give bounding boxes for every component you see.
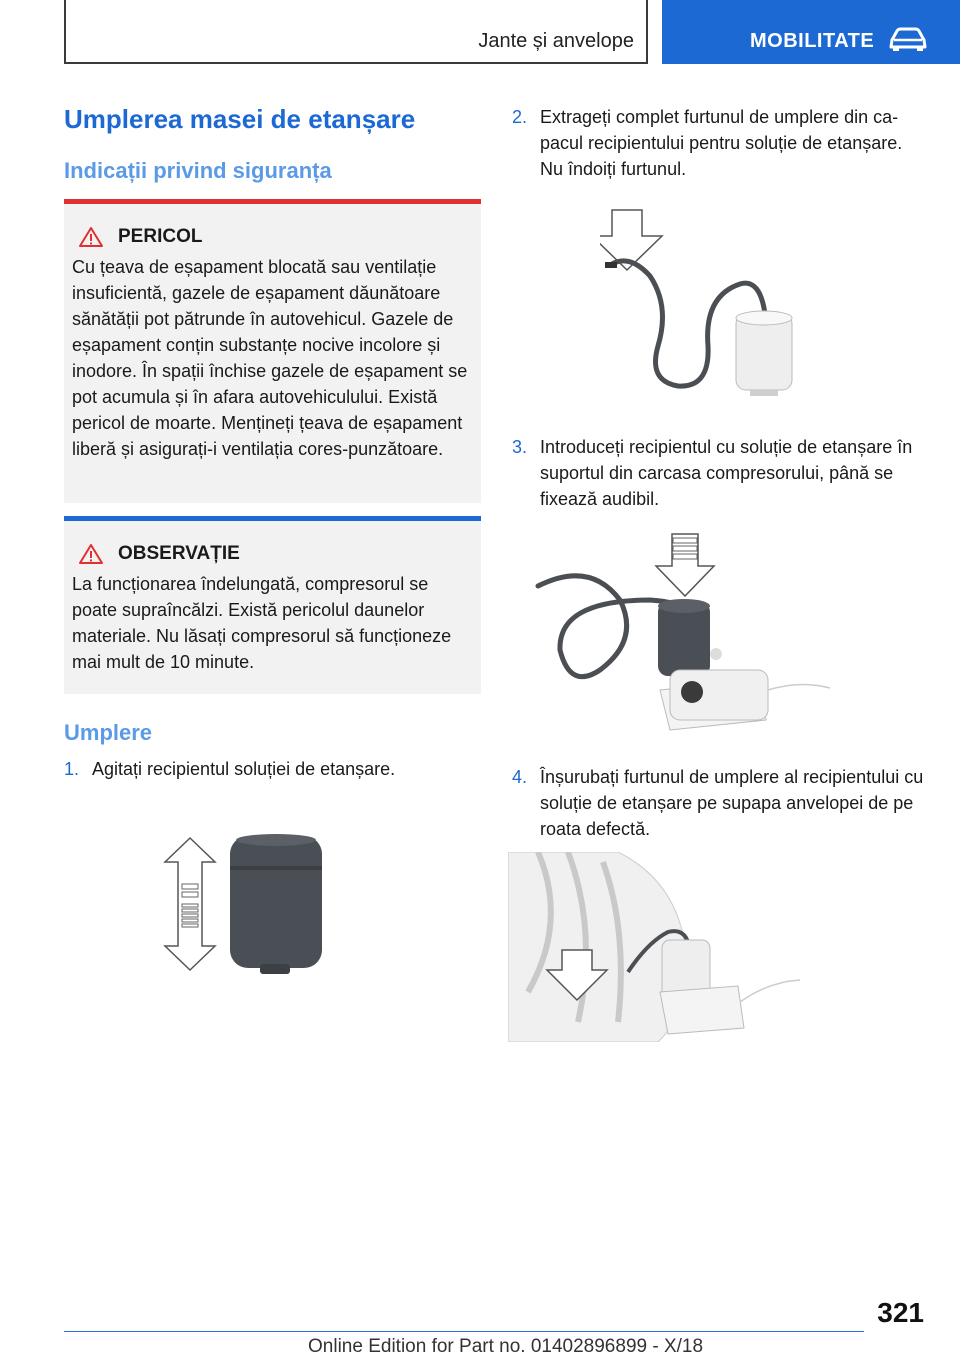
chapter-title: Jante și anvelope xyxy=(478,30,634,52)
danger-text: Cu țeava de eșapament blocată sau ventilație insuficientă, gazele de eșapament dăunătoare sănătății pot pătrunde în autovehicul. Gazele de eșapament conțin substanțe nocive incolore și inodore. În spații închise gazele de eșapament se pot acumula și în afara autovehiculului. Există pericol de moarte. Mențineți țeava de eșapament liberă și asigurați-i ventilația cores-punzătoare. xyxy=(72,257,468,459)
footer-edition: Online Edition for Part no. 01402896899 - X/18 xyxy=(308,1336,704,1357)
section-label: MOBILITATE xyxy=(750,30,875,52)
step-number: 4. xyxy=(512,767,528,787)
page-number: 321 xyxy=(877,1297,924,1328)
step-2 xyxy=(512,104,926,182)
car-icon xyxy=(888,26,928,52)
notice-box xyxy=(64,516,481,694)
notice-text: La funcționarea îndelungată, compresorul se poate supraîncălzi. Există pericolul daunelor materiale. Nu lăsați compresorul să funcționeze mai mult de 10 minute. xyxy=(72,574,452,672)
step-text: Înșurubați furtunul de umplere al recipientului cu soluție de etanșare pe supapa anvelopei de pe roata defectă. xyxy=(540,767,924,839)
warning-triangle-icon xyxy=(78,543,104,565)
notice-title: OBSERVAȚIE xyxy=(118,543,240,564)
header-chapter-box xyxy=(64,0,648,64)
footer-divider xyxy=(64,1331,864,1332)
step-text: Extrageți complet furtunul de umplere din ca-pacul recipientului pentru soluție de etanșare. Nu îndoiți furtunul. xyxy=(540,107,903,179)
step-number: 2. xyxy=(512,107,528,127)
danger-box xyxy=(64,199,481,503)
safety-heading: Indicații privind siguranța xyxy=(64,158,332,183)
section-tab[interactable] xyxy=(662,0,960,64)
pull-hose-figure xyxy=(600,206,800,396)
shake-canister-figure xyxy=(160,828,330,980)
page-title: Umplerea masei de etanșare xyxy=(64,104,416,134)
step-4 xyxy=(512,764,926,842)
attach-valve-figure xyxy=(508,852,808,1042)
warning-triangle-icon xyxy=(78,226,104,248)
danger-title: PERICOL xyxy=(118,226,203,247)
fill-heading: Umplere xyxy=(64,720,153,745)
insert-canister-figure xyxy=(530,530,840,746)
step-3 xyxy=(512,434,926,512)
step-number: 3. xyxy=(512,437,528,457)
step-number: 1. xyxy=(64,759,80,779)
step-text: Agitați recipientul soluției de etanșare. xyxy=(92,759,396,779)
step-1 xyxy=(64,756,481,782)
step-text: Introduceți recipientul cu soluție de etanșare în suportul din carcasa compresorului, până se fixează audibil. xyxy=(540,437,913,509)
